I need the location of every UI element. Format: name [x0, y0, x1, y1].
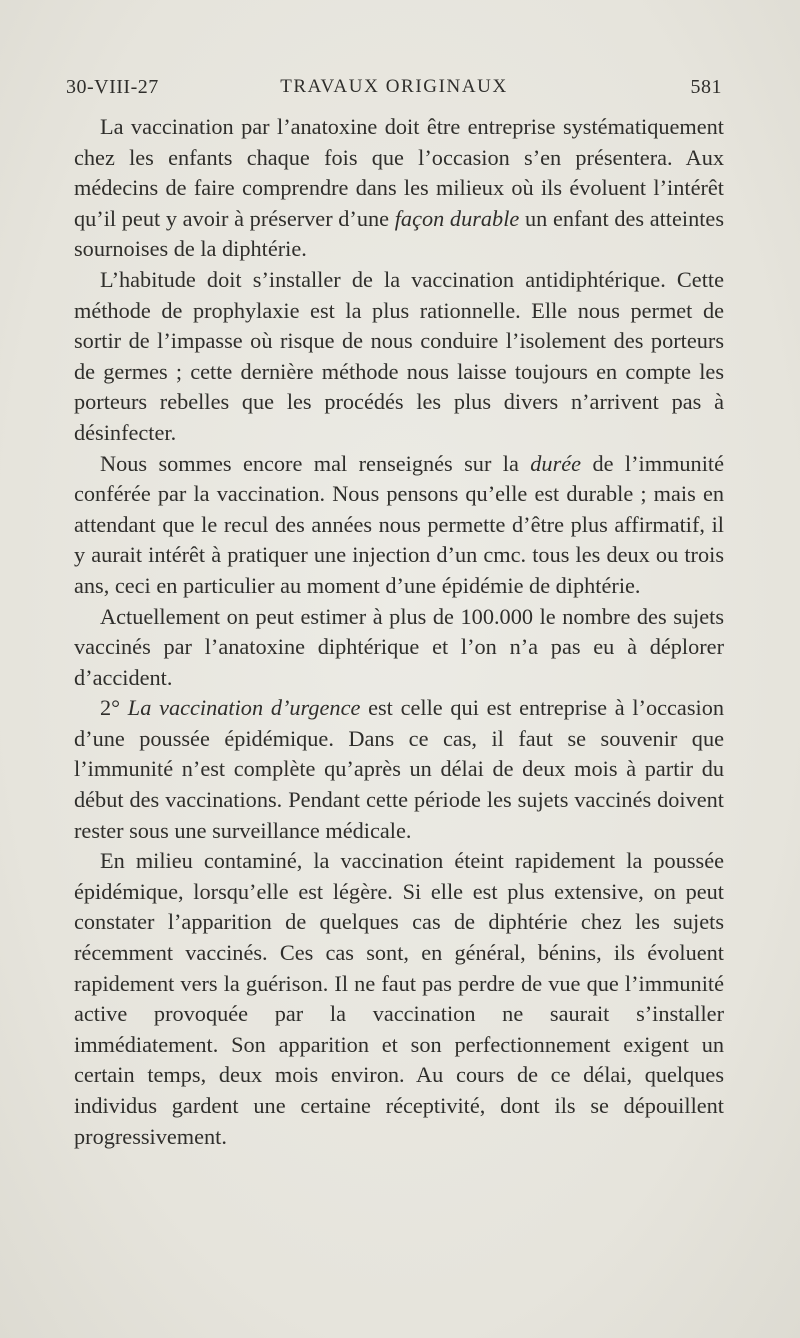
paragraph-3-text-a: Nous sommes encore mal renseignés sur la — [100, 450, 531, 476]
paragraph-3-italic: durée — [530, 450, 582, 476]
running-header — [66, 76, 722, 100]
paragraph-3 — [74, 449, 724, 602]
body-text — [74, 112, 724, 1152]
paragraph-3-text-b: de l’immunité conférée par la vaccination. Nous pensons qu’elle est durable ; mais en attendant que le recul des années nous permette d’être plus affirmatif, il y aurait intérêt à pratiquer une injection d’un cmc. tous les deux ou trois ans, ceci en particulier au moment d’une épidémie de diphtérie. — [74, 450, 724, 598]
paragraph-5-text-b: est celle qui est entreprise à l’occasion d’une poussée épidémique. Dans ce cas, il faut se souvenir que l’immunité n’est complète qu’après un délai de deux mois à partir du début des vaccinations. Pendant cette période les sujets vaccinés doivent rester sous une surveillance médicale. — [74, 695, 724, 843]
paragraph-5-text-a: 2° — [100, 695, 128, 721]
paragraph-5 — [74, 693, 724, 846]
paragraph-4 — [74, 602, 724, 694]
paragraph-2-text: L’habitude doit s’installer de la vaccination antidiphtérique. Cette méthode de prophylaxie est la plus rationnelle. Elle nous permet de sortir de l’impasse où risque de nous conduire l’isolement des porteurs de germes ; cette dernière méthode nous laisse toujours en compte les porteurs rebelles que les procédés les plus divers n’arrivent pas à désinfecter. — [74, 266, 724, 445]
paragraph-1-italic: façon durable — [394, 205, 520, 231]
paragraph-1-text-b: un enfant des atteintes sournoises de la diphtérie. — [74, 205, 724, 262]
header-date: 30-VIII-27 — [66, 76, 159, 98]
paragraph-2 — [74, 265, 724, 449]
paragraph-1 — [74, 112, 724, 265]
paragraph-5-italic: La vaccination d’urgence — [127, 695, 361, 721]
page-number: 581 — [690, 76, 722, 98]
paragraph-6 — [74, 846, 724, 1152]
paragraph-6-text: En milieu contaminé, la vaccination éteint rapidement la poussée épidémique, lorsqu’elle est légère. Si elle est plus extensive, on peut constater l’apparition de quelques cas de diphtérie chez les sujets récemment vaccinés. Ces cas sont, en général, bénins, ils évoluent rapidement vers la guérison. Il ne faut pas perdre de vue que l’immunité active provoquée par la vaccination ne saurait s’installer immédiatement. Son apparition et son perfectionnement exigent un certain temps, deux mois environ. Au cours de ce délai, quelques individus gardent une certaine réceptivité, dont ils se dépouillent progressivement. — [74, 848, 724, 1149]
paragraph-4-text: Actuellement on peut estimer à plus de 100.000 le nombre des sujets vaccinés par l’anatoxine diphtérique et l’on n’a pas eu à déplorer d’accident. — [74, 603, 724, 690]
header-section-title: TRAVAUX ORIGINAUX — [280, 76, 508, 97]
paragraph-1-text-a: La vaccination par l’anatoxine doit être entreprise systématiquement chez les enfants chaque fois que l’occasion s’en présentera. Aux médecins de faire comprendre dans les milieux où ils évoluent l’intérêt qu’il peut y avoir à préserver d’une — [74, 114, 724, 231]
